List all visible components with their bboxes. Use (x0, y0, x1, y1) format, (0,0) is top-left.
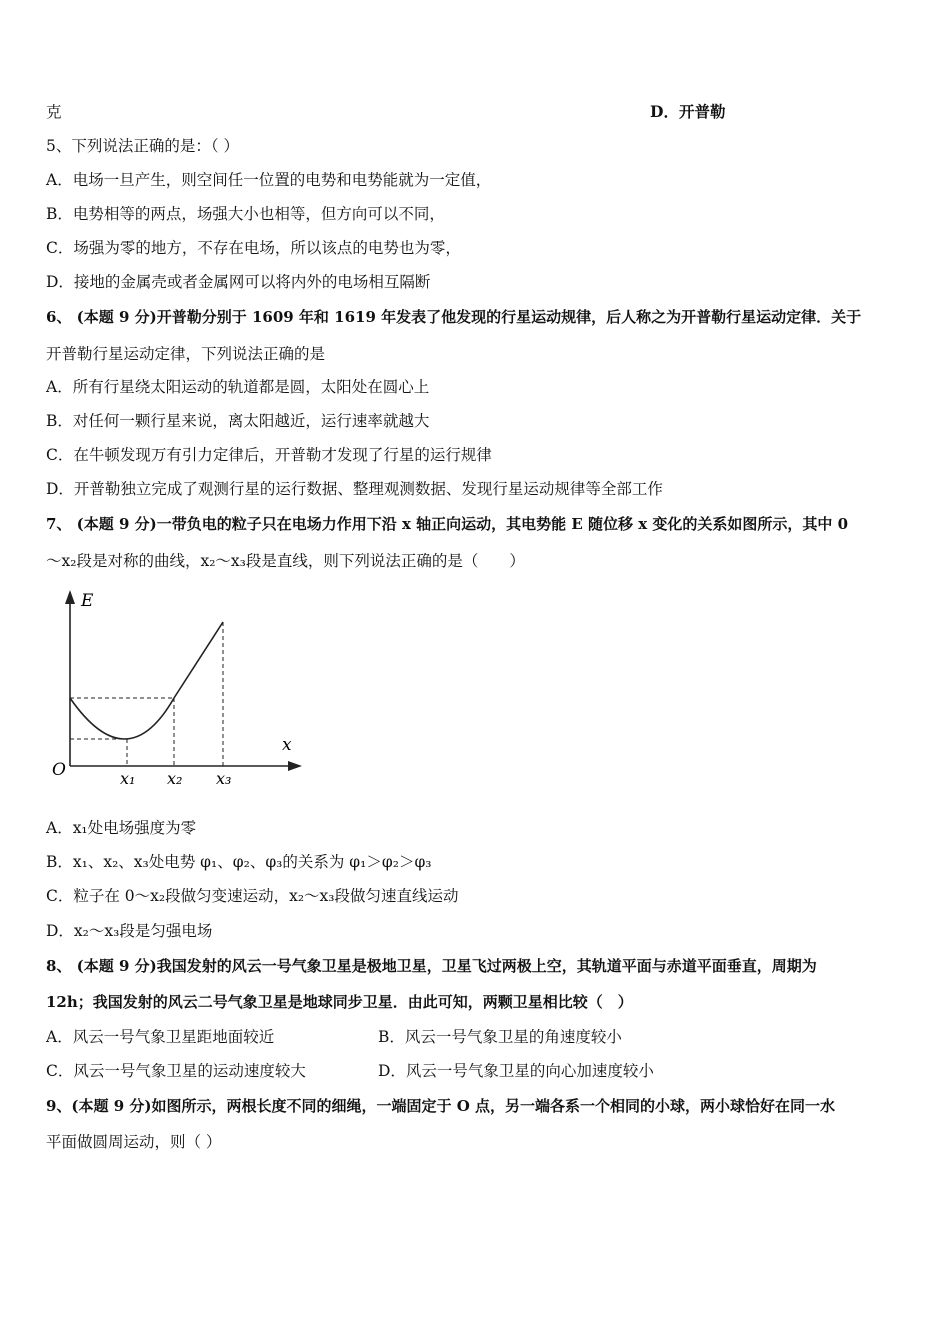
tick-x2: x₂ (167, 769, 183, 788)
x-axis-label: x (282, 735, 292, 755)
q7-option-c: C．粒子在 0～x₂段做匀变速运动，x₂～x₃段做匀速直线运动 (46, 887, 459, 905)
q6-option-c: C．在牛顿发现万有引力定律后，开普勒才发现了行星的运行规律 (46, 446, 492, 464)
q6-option-b: B．对任何一颗行星来说，离太阳越近，运行速率就越大 (46, 412, 430, 430)
q6-option-d: D．开普勒独立完成了观测行星的运行数据、整理观测数据、发现行星运动规律等全部工作 (46, 480, 663, 498)
q4-option-d: D．开普勒 (650, 102, 726, 121)
q9-stem-line2: 平面做圆周运动，则（ ） (46, 1133, 222, 1151)
q9-stem-line1: 9、(本题 9 分)如图所示，两根长度不同的细绳，一端固定于 O 点，另一端各系一个相同的小球，两小球恰好在同一水 (46, 1097, 836, 1115)
energy-displacement-graph (48, 588, 318, 788)
y-axis-label: E (81, 591, 94, 611)
q7-stem-line2: ～x₂段是对称的曲线，x₂～x₃段是直线，则下列说法正确的是（ ） (46, 552, 525, 570)
tick-x1: x₁ (120, 769, 136, 788)
q4-fragment: 克 (46, 103, 62, 121)
q7-stem-line1: 7、 (本题 9 分)一带负电的粒子只在电场力作用下沿 x 轴正向运动，其电势能 E 随位移 x 变化的关系如图所示，其中 0 (46, 515, 849, 533)
tick-x3: x₃ (216, 769, 232, 788)
q8-stem-line1: 8、 (本题 9 分)我国发射的风云一号气象卫星是极地卫星，卫星飞过两极上空，其轨道平面与赤道平面垂直，周期为 (46, 957, 817, 975)
q7-option-d: D．x₂～x₃段是匀强电场 (46, 922, 213, 940)
q7-option-b: B．x₁、x₂、x₃处电势 φ₁、φ₂、φ₃的关系为 φ₁＞φ₂＞φ₃ (46, 853, 432, 871)
origin-label: O (52, 760, 66, 780)
q5-stem: 5、下列说法正确的是：（ ） (46, 137, 240, 155)
q8-option-b: B．风云一号气象卫星的角速度较小 (378, 1028, 622, 1046)
q8-option-c: C．风云一号气象卫星的运动速度较大 (46, 1062, 306, 1080)
q5-option-a: A．电场一旦产生，则空间任一位置的电势和电势能就为一定值， (46, 171, 492, 189)
q5-option-b: B．电势相等的两点，场强大小也相等，但方向可以不同， (46, 205, 445, 223)
q7-option-a: A．x₁处电场强度为零 (46, 819, 197, 837)
q8-option-a: A．风云一号气象卫星距地面较近 (46, 1028, 275, 1046)
x-axis-arrow (288, 761, 302, 771)
q8-option-d: D．风云一号气象卫星的向心加速度较小 (378, 1062, 654, 1080)
q6-stem-line2: 开普勒行星运动定律，下列说法正确的是 (46, 345, 326, 363)
q6-option-a: A．所有行星绕太阳运动的轨道都是圆，太阳处在圆心上 (46, 378, 430, 396)
q5-option-d: D．接地的金属壳或者金属网可以将内外的电场相互隔断 (46, 273, 431, 291)
energy-curve (70, 698, 174, 739)
y-axis-arrow (65, 590, 75, 604)
q5-option-c: C．场强为零的地方，不存在电场，所以该点的电势也为零， (46, 239, 461, 257)
q6-stem-line1: 6、 (本题 9 分)开普勒分别于 1609 年和 1619 年发表了他发现的行星运动规律，后人称之为开普勒行星运动定律．关于 (46, 308, 862, 326)
energy-line (174, 622, 223, 698)
q8-stem-line2: 12h；我国发射的风云二号气象卫星是地球同步卫星．由此可知，两颗卫星相比较（ ） (46, 993, 633, 1011)
